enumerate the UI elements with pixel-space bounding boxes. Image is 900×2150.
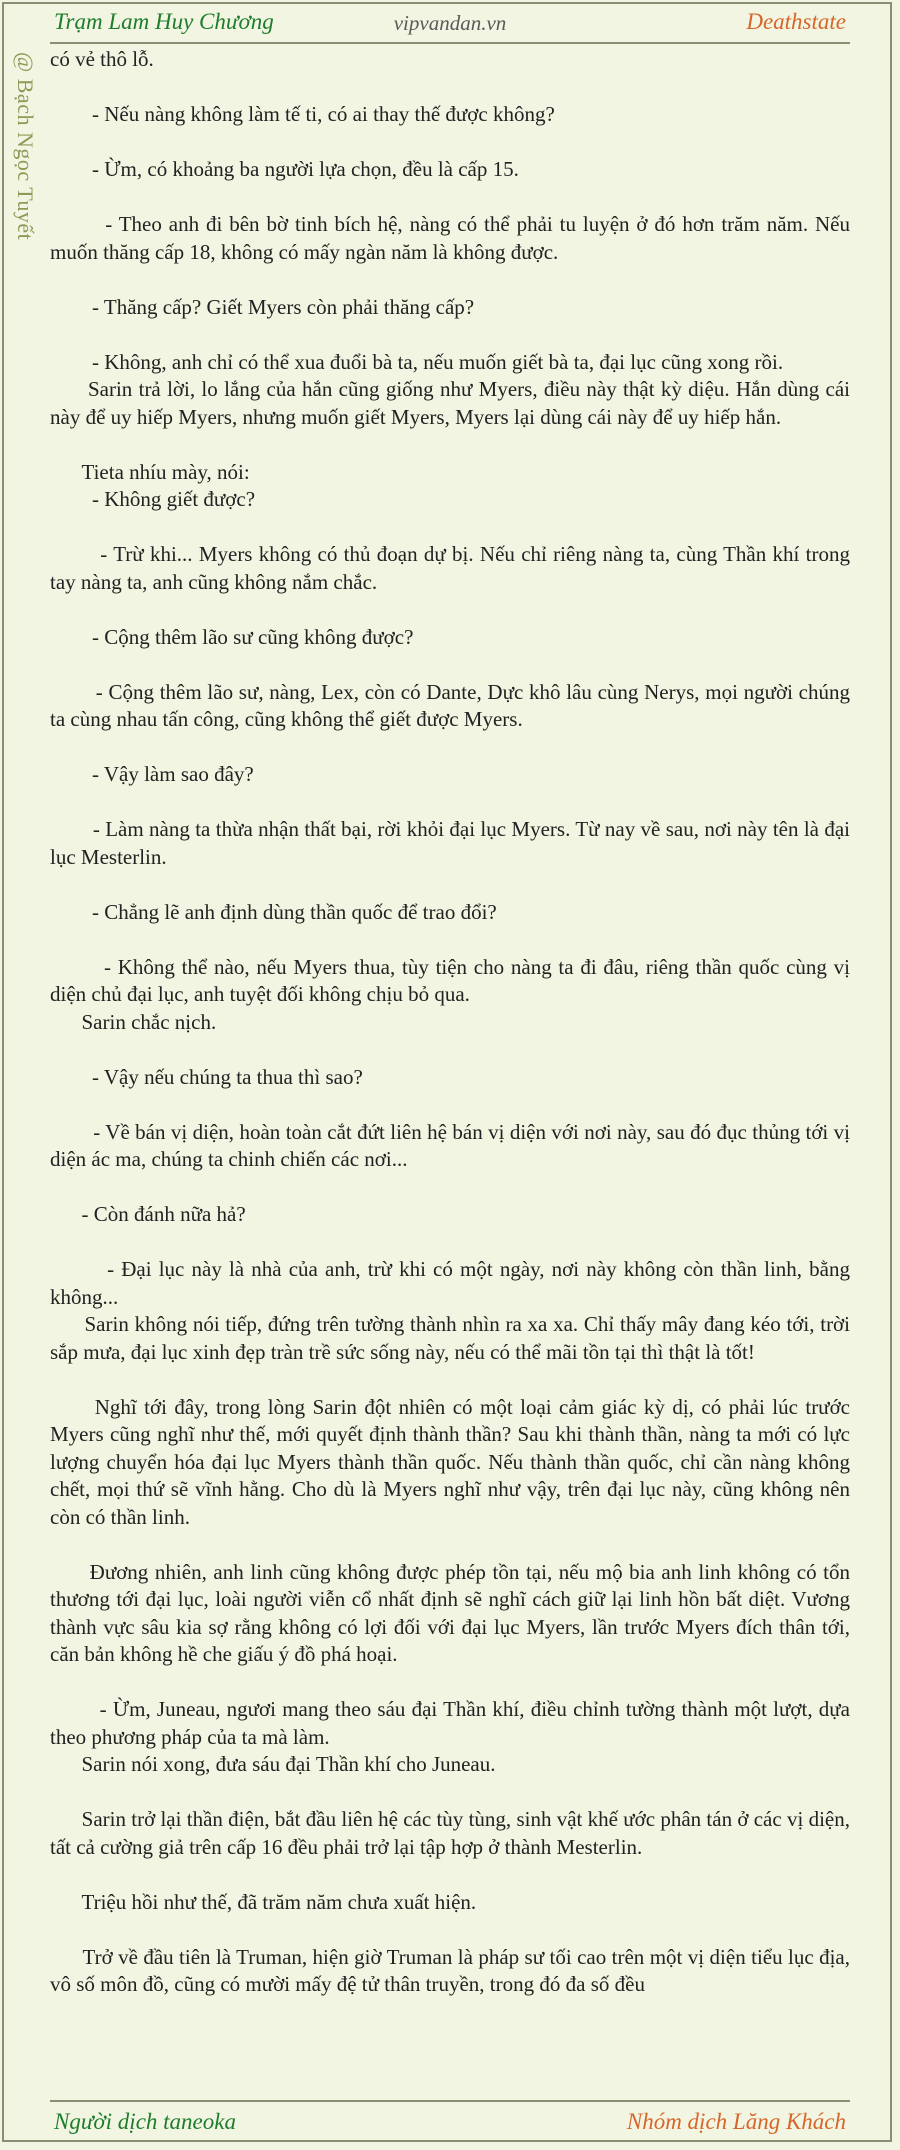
paragraph: Sarin chắc nịch.	[50, 1009, 217, 1034]
site-url[interactable]: vipvandan.vn	[393, 11, 507, 35]
paragraph: - Đại lục này là nhà của anh, trừ khi có một ngày, nơi này không còn thần linh, bằng không...	[50, 1257, 856, 1309]
series-name: Deathstate	[746, 9, 846, 34]
paragraph: Sarin trả lời, lo lắng của hắn cũng giống như Myers, điều này thật kỳ diệu. Hắn dùng cái này để uy hiếp Myers, nhưng muốn giết Myers, Myers lại dùng cái này để uy hiếp hắn.	[50, 377, 856, 429]
paragraph: Đương nhiên, anh linh cũng không được phép tồn tại, nếu mộ bia anh linh không có tổn thương tới đại lục, loài người viễn cổ nhất định sẽ nghĩ cách giữ lại linh hồn bất diệt. Vương thành vực sâu kia sợ rằng không có lợi đối với đại lục Myers, lần trước Myers đích thân tới, căn bản không hề che giấu ý đồ phá hoại.	[50, 1559, 856, 1666]
page-header	[50, 0, 850, 44]
paragraph: - Chẳng lẽ anh định dùng thần quốc để trao đổi?	[50, 899, 497, 924]
paragraph: - Không, anh chỉ có thể xua đuổi bà ta, nếu muốn giết bà ta, đại lục cũng xong rồi.	[50, 349, 784, 374]
paragraph: - Về bán vị diện, hoàn toàn cắt đứt liên hệ bán vị diện với nơi này, sau đó đục thủng tới vị diện ác ma, chúng ta chinh chiến các nơi...	[50, 1119, 856, 1171]
chapter-text	[50, 46, 856, 2094]
author-watermark: @ Bạch Ngọc Tuyết	[13, 52, 38, 241]
paragraph: Sarin nói xong, đưa sáu đại Thần khí cho Juneau.	[50, 1752, 496, 1776]
paragraph: - Nếu nàng không làm tế ti, có ai thay thế được không?	[50, 102, 555, 126]
paragraph: - Vậy làm sao đây?	[50, 762, 254, 786]
paragraph: Sarin trở lại thần điện, bắt đầu liên hệ các tùy tùng, sinh vật khế ước phân tán ở các vị diện, tất cả cường giả trên cấp 16 đều phải trở lại tập hợp ở thành Mesterlin.	[50, 1807, 856, 1859]
paragraph: - Theo anh đi bên bờ tinh bích hệ, nàng có thể phải tu luyện ở đó hơn trăm năm. Nếu muốn thăng cấp 18, không có mấy ngàn năm là không được.	[50, 212, 856, 264]
page-footer	[50, 2100, 850, 2144]
paragraph: - Còn đánh nữa hả?	[50, 1202, 246, 1226]
paragraph: - Không thể nào, nếu Myers thua, tùy tiện cho nàng ta đi đâu, riêng thần quốc cùng vị diện chủ đại lục, anh tuyệt đối không chịu bỏ qua.	[50, 954, 856, 1006]
paragraph: - Ừm, có khoảng ba người lựa chọn, đều là cấp 15.	[50, 157, 519, 181]
paragraph: - Cộng thêm lão sư cũng không được?	[50, 624, 414, 649]
paragraph: - Trừ khi... Myers không có thủ đoạn dự bị. Nếu chỉ riêng nàng ta, cùng Thần khí trong tay nàng ta, anh cũng không nắm chắc.	[50, 542, 856, 594]
group-credit: Nhóm dịch Lăng Khách	[626, 2109, 846, 2134]
paragraph: Tieta nhíu mày, nói:	[50, 459, 250, 484]
paragraph: - Không giết được?	[50, 487, 256, 511]
paragraph: - Làm nàng ta thừa nhận thất bại, rời khỏi đại lục Myers. Từ nay về sau, nơi này tên là đại lục Mesterlin.	[50, 817, 856, 869]
paragraph: - Ừm, Juneau, ngươi mang theo sáu đại Thần khí, điều chỉnh tường thành một lượt, dựa theo phương pháp của ta mà làm.	[50, 1697, 856, 1749]
translator-credit: Người dịch taneoka	[54, 2109, 236, 2134]
site-name: Trạm Lam Huy Chương	[54, 9, 274, 34]
paragraph: Nghĩ tới đây, trong lòng Sarin đột nhiên có một loại cảm giác kỳ dị, có phải lúc trước Myers cũng nghĩ như thế, mới quyết định thành thần? Sau khi thành thần, nàng ta mới có lực lượng chuyển hóa đại lục Myers thành thần quốc. Nếu thành thần quốc, chỉ cần nàng không chết, mọi thứ sẽ vĩnh hằng. Cho dù là Myers nghĩ như vậy, trên đại lục này, cũng không nên còn có thần linh.	[50, 1394, 856, 1529]
paragraph: - Cộng thêm lão sư, nàng, Lex, còn có Dante, Dực khô lâu cùng Nerys, mọi người chúng ta cùng nhau tấn công, cũng không thể giết được Myers.	[50, 679, 856, 731]
paragraph: Sarin không nói tiếp, đứng trên tường thành nhìn ra xa xa. Chỉ thấy mây đang kéo tới, trời sắp mưa, đại lục xinh đẹp tràn trề sức sống này, nếu có thể mãi tồn tại thì thật là tốt!	[50, 1312, 856, 1364]
paragraph: Triệu hồi như thế, đã trăm năm chưa xuất hiện.	[50, 1889, 477, 1914]
paragraph: - Vậy nếu chúng ta thua thì sao?	[50, 1064, 363, 1089]
paragraph: có vẻ thô lỗ.	[50, 47, 154, 71]
paragraph: - Thăng cấp? Giết Myers còn phải thăng cấp?	[50, 294, 475, 319]
paragraph: Trở về đầu tiên là Truman, hiện giờ Truman là pháp sư tối cao trên một vị diện tiểu lục địa, vô số môn đồ, cũng có mười mấy đệ tử thân truyền, trong đó đa số đều	[50, 1944, 856, 1996]
